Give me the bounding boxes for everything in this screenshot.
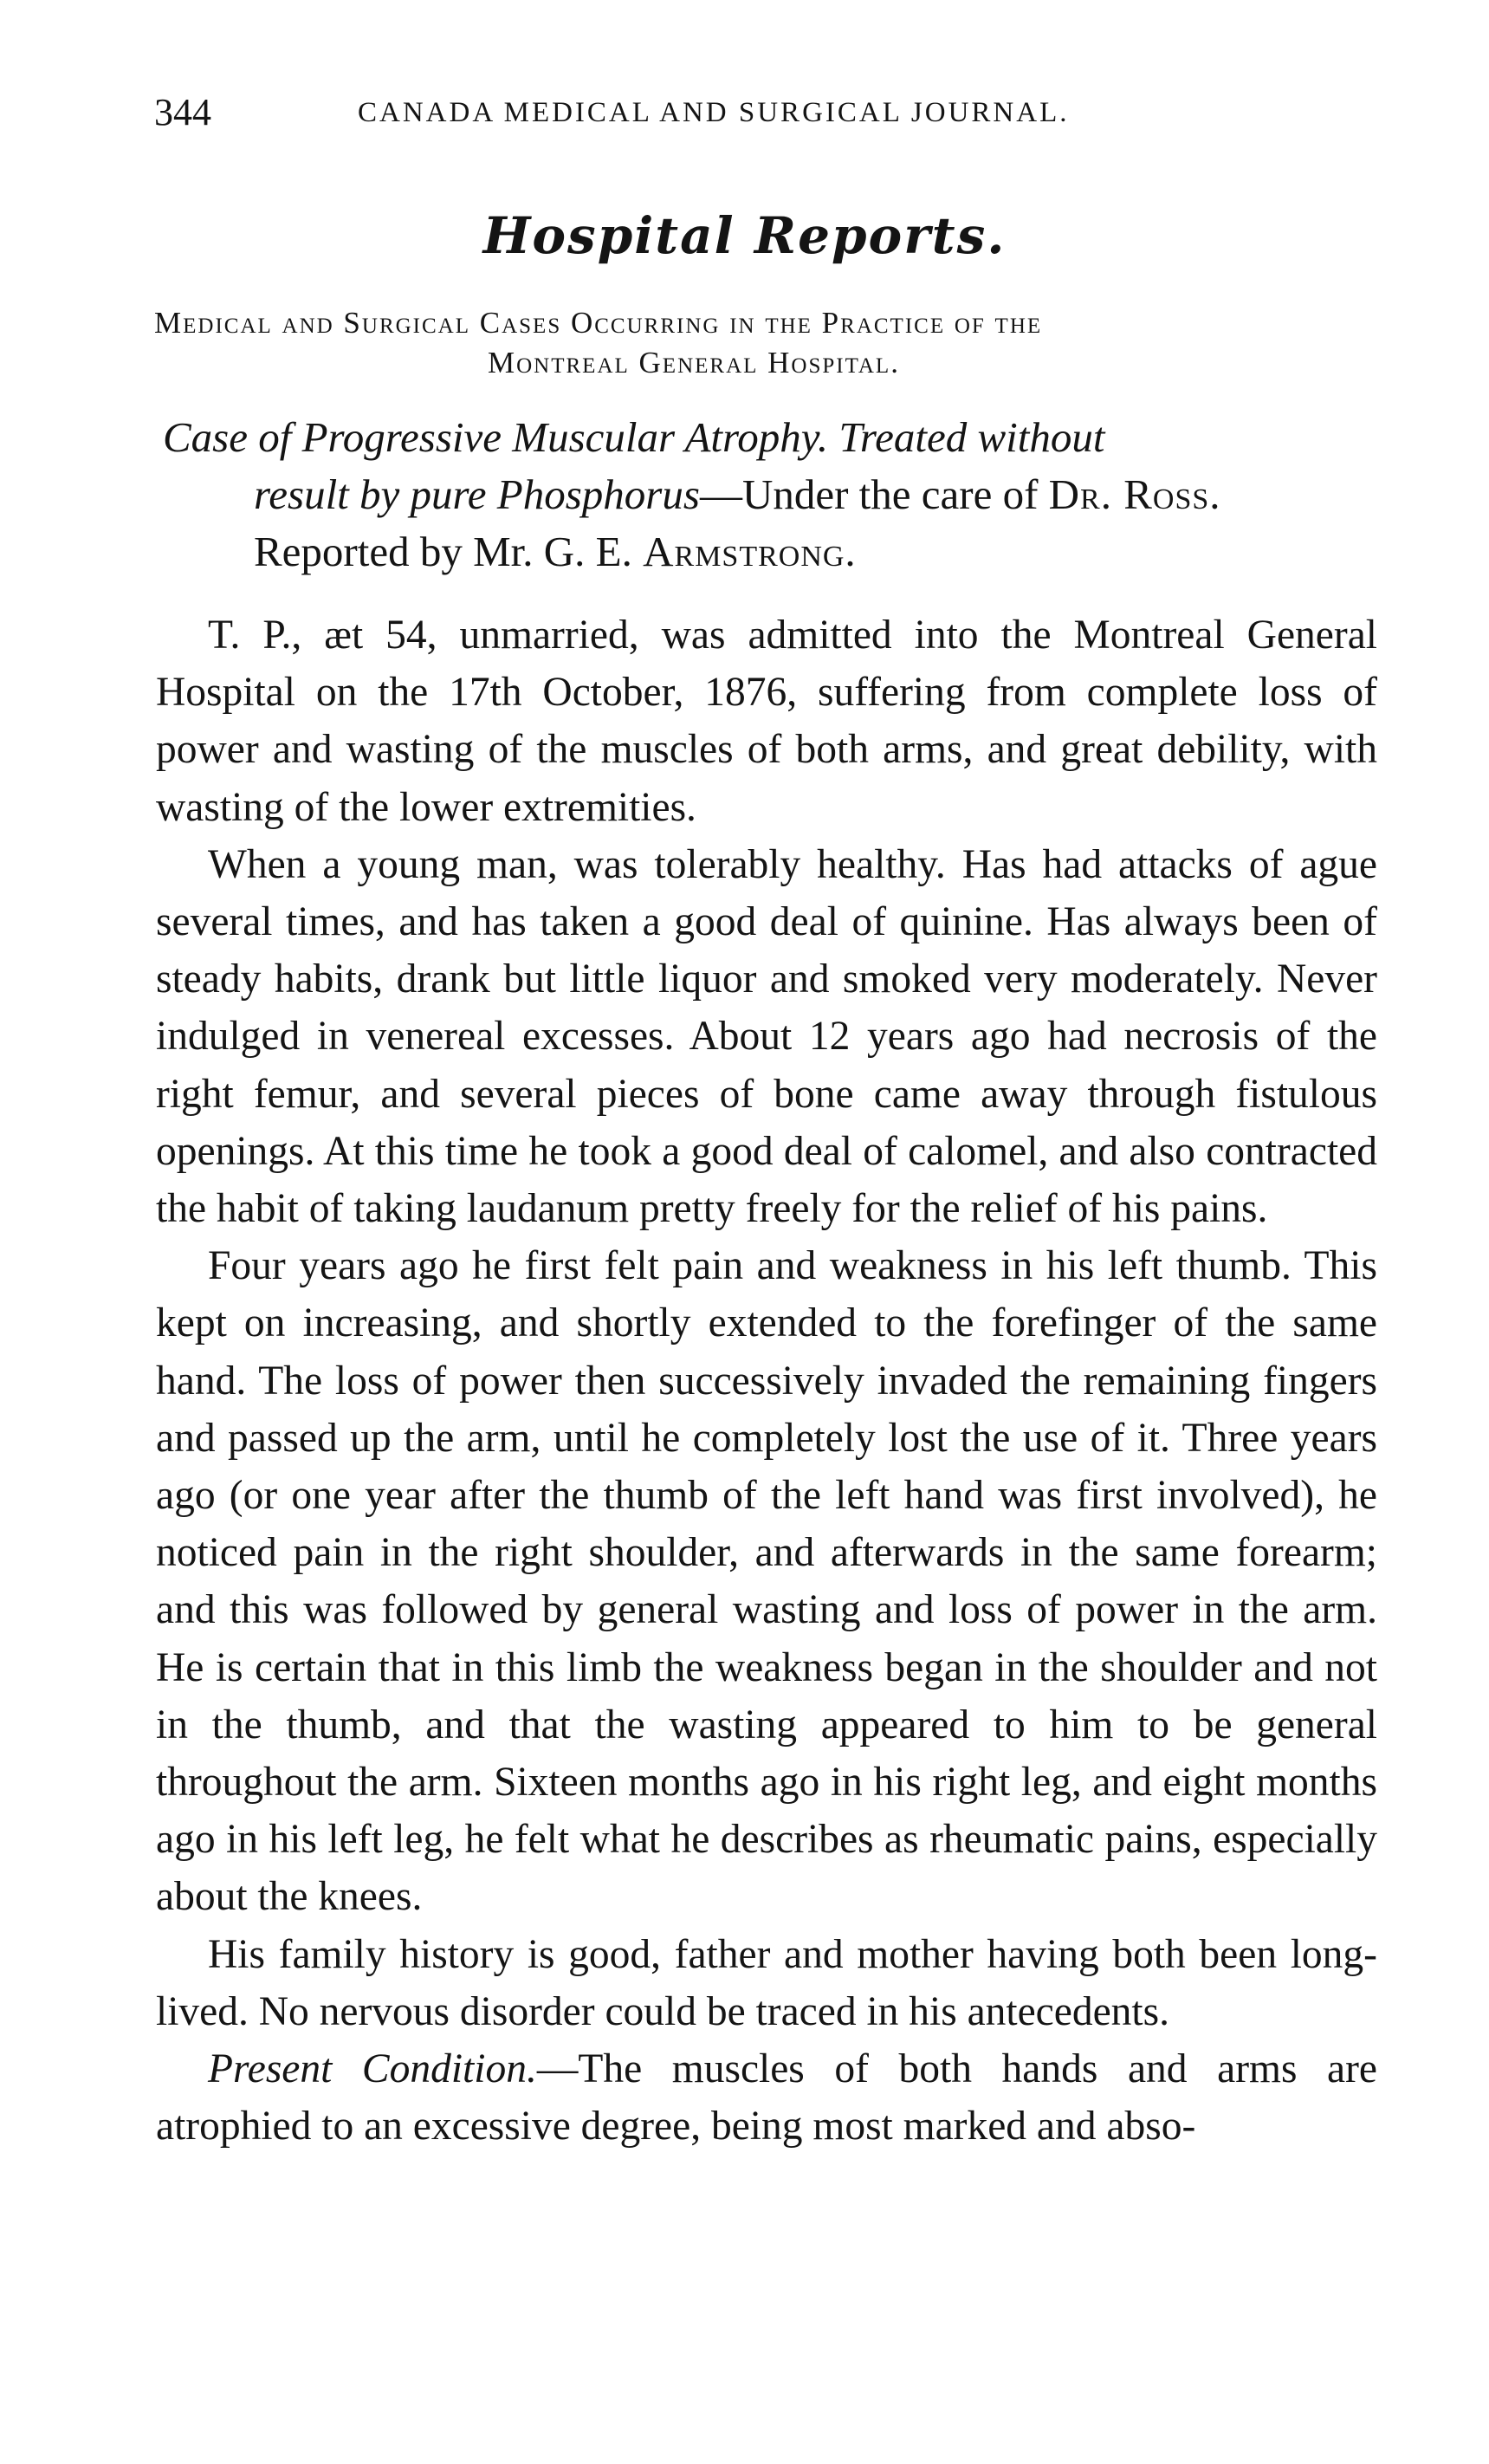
doctor-name: Dr. Ross. <box>1048 470 1221 518</box>
page-number: 344 <box>154 91 211 133</box>
case-title-part-2: result by pure Phosphorus <box>254 470 700 518</box>
section-title: Hospital Reports. <box>482 206 1007 265</box>
section-subtitle <box>154 303 1402 383</box>
paragraph-present-condition <box>156 2040 1377 2155</box>
paragraph-4: His family history is good, father and mother having both been long-lived. No nervous disorder could be traced in his antecedents. <box>156 1931 1377 2034</box>
journal-title: CANADA MEDICAL AND SURGICAL JOURNAL. <box>358 97 1070 128</box>
paragraph-2: When a young man, was tolerably healthy. Has had attacks of ague several times, and has taken a good deal of quinine. Has always been of steady habits, drank but little liquor and smoked very moderately. Never indulged in venereal excesses. About 12 years ago had necrosis of the right femur, and several pieces of bone came away through fistulous openings. At this time he took a good deal of calomel, and also contracted the habit of taking laudanum pretty freely for the relief of his pains. <box>156 841 1377 1232</box>
case-title-part-3: —Under the care of <box>699 470 1049 518</box>
reporter-name: Armstrong. <box>643 528 857 575</box>
running-header <box>154 87 1298 139</box>
case-title <box>163 409 1410 580</box>
paragraph-3: Four years ago he first felt pain and weakness in his left thumb. This kept on increasing, and shortly extended to the forefinger of the same hand. The loss of power then successively invaded the remaining fingers and passed up the arm, until he completely lost the use of it. Three years ago (or one year after the thumb of the left hand was first involved), he noticed pain in the right shoulder, and afterwards in the same forearm; and this was followed by general wasting and loss of power in the arm. He is certain that in this limb the weakness began in the shoulder and not in the thumb, and that the wasting appeared to him to be general throughout the arm. Sixteen months ago in his right leg, and eight months ago in his left leg, he felt what he describes as rheumatic pains, especially about the knees. <box>156 1243 1377 1920</box>
present-condition-text: —The muscles of both hands and arms are atrophied to an excessive degree, being most marked and abso- <box>156 2046 1378 2150</box>
reported-by-prefix: Reported by Mr. G. E. <box>254 528 644 575</box>
section-subtitle-line-1: Medical and Surgical Cases Occurring in the Practice of the <box>154 306 1043 340</box>
section-subtitle-line-2: Montreal General Hospital. <box>488 346 900 379</box>
article-body <box>156 606 1377 2155</box>
case-title-part-1: Case of Progressive Muscular Atrophy. Treated without <box>163 413 1105 461</box>
present-condition-heading: Present Condition. <box>208 2046 537 2092</box>
paragraph-1: T. P., æt 54, unmarried, was admitted into the Montreal General Hospital on the 17th October, 1876, suffering from complete loss of power and wasting of the muscles of both arms, and great debility, with wasting of the lower extremities. <box>156 613 1377 830</box>
